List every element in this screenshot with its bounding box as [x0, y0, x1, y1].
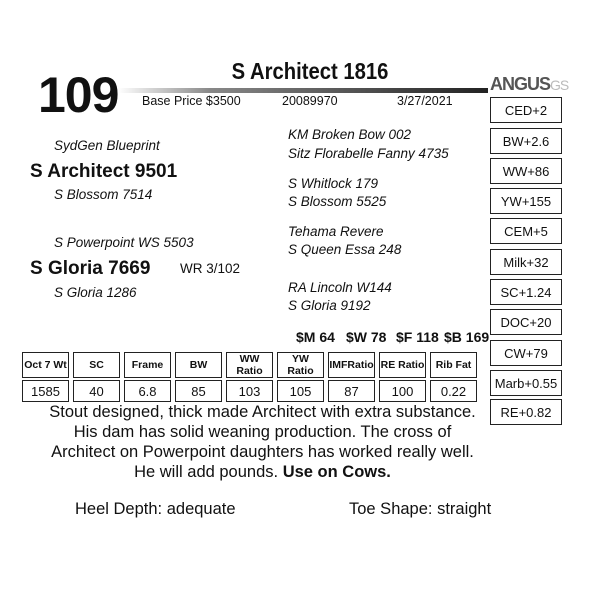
dam-sire-dam: S Queen Essa 248 — [288, 242, 402, 257]
angus-gs-logo: ANGUSGS — [490, 74, 569, 94]
performance-header-row — [22, 352, 477, 378]
dam-dam: S Gloria 1286 — [54, 285, 137, 300]
epd-sc: SC+1.24 — [490, 279, 562, 305]
dam-sire: S Powerpoint WS 5503 — [54, 235, 194, 250]
sire: S Architect 9501 — [30, 161, 178, 182]
index-weaning: $W 78 — [346, 329, 387, 345]
epd-doc: DOC+20 — [490, 309, 562, 335]
heel-depth: Heel Depth: adequate — [75, 500, 236, 518]
dam: S Gloria 7669 — [30, 258, 151, 279]
epd-cw: CW+79 — [490, 340, 562, 366]
epd-re: RE+0.82 — [490, 399, 562, 425]
header-ww-ratio: WW Ratio — [226, 352, 273, 378]
dam-sire-sire: Tehama Revere — [288, 224, 384, 239]
epd-milk: Milk+32 — [490, 249, 562, 275]
sire-dam: S Blossom 7514 — [54, 187, 153, 202]
description-text: Stout designed, thick made Architect with extra substance. His dam has solid weaning production. The cross of Architect on Powerpoint daughters has worked really well. He will add pounds. — [49, 403, 476, 481]
value-sc: 40 — [73, 380, 120, 402]
header-bw: BW — [175, 352, 222, 378]
title-underline — [118, 88, 488, 93]
value-imf-ratio: 87 — [328, 380, 375, 402]
index-feedlot: $F 118 — [396, 329, 439, 345]
epd-marb: Marb+0.55 — [490, 370, 562, 396]
performance-value-row — [22, 380, 477, 402]
description-recommendation: Use on Cows. — [282, 463, 391, 481]
lot-number: 109 — [38, 67, 119, 123]
epd-yw: YW+155 — [490, 188, 562, 214]
header-re-ratio: RE Ratio — [379, 352, 426, 378]
performance-table — [18, 350, 481, 404]
description — [40, 402, 485, 482]
header-frame: Frame — [124, 352, 171, 378]
registration-number: 20089970 — [282, 94, 338, 108]
epd-cem: CEM+5 — [490, 218, 562, 244]
dam-dam-dam: S Gloria 9192 — [288, 298, 371, 313]
value-yw-ratio: 105 — [277, 380, 324, 402]
value-ww-ratio: 103 — [226, 380, 273, 402]
value-oct-weight: 1585 — [22, 380, 69, 402]
sire-sire: SydGen Blueprint — [54, 138, 160, 153]
sire-dam-dam: S Blossom 5525 — [288, 194, 387, 209]
value-bw: 85 — [175, 380, 222, 402]
index-beef: $B 169 — [444, 329, 490, 345]
animal-name: S Architect 1816 — [231, 58, 389, 84]
header-imf-ratio: IMFRatio — [328, 352, 375, 378]
header-yw-ratio: YW Ratio — [277, 352, 324, 378]
dam-dam-sire: RA Lincoln W144 — [288, 280, 392, 295]
base-price: Base Price $3500 — [142, 94, 241, 108]
header-rib-fat: Rib Fat — [430, 352, 477, 378]
header-sc: SC — [73, 352, 120, 378]
epd-ww: WW+86 — [490, 158, 562, 184]
value-re-ratio: 100 — [379, 380, 426, 402]
sire-sire-sire: KM Broken Bow 002 — [288, 127, 412, 142]
birth-date: 3/27/2021 — [397, 94, 453, 108]
value-frame: 6.8 — [124, 380, 171, 402]
toe-shape: Toe Shape: straight — [349, 500, 492, 518]
value-rib-fat: 0.22 — [430, 380, 477, 402]
dam-weaning-ratio: WR 3/102 — [180, 261, 241, 276]
sire-sire-dam: Sitz Florabelle Fanny 4735 — [288, 146, 449, 161]
header-oct-weight: Oct 7 Wt — [22, 352, 69, 378]
epd-ced: CED+2 — [490, 97, 562, 123]
epd-bw: BW+2.6 — [490, 128, 562, 154]
index-maternal: $M 64 — [296, 329, 335, 345]
sire-dam-sire: S Whitlock 179 — [288, 176, 379, 191]
